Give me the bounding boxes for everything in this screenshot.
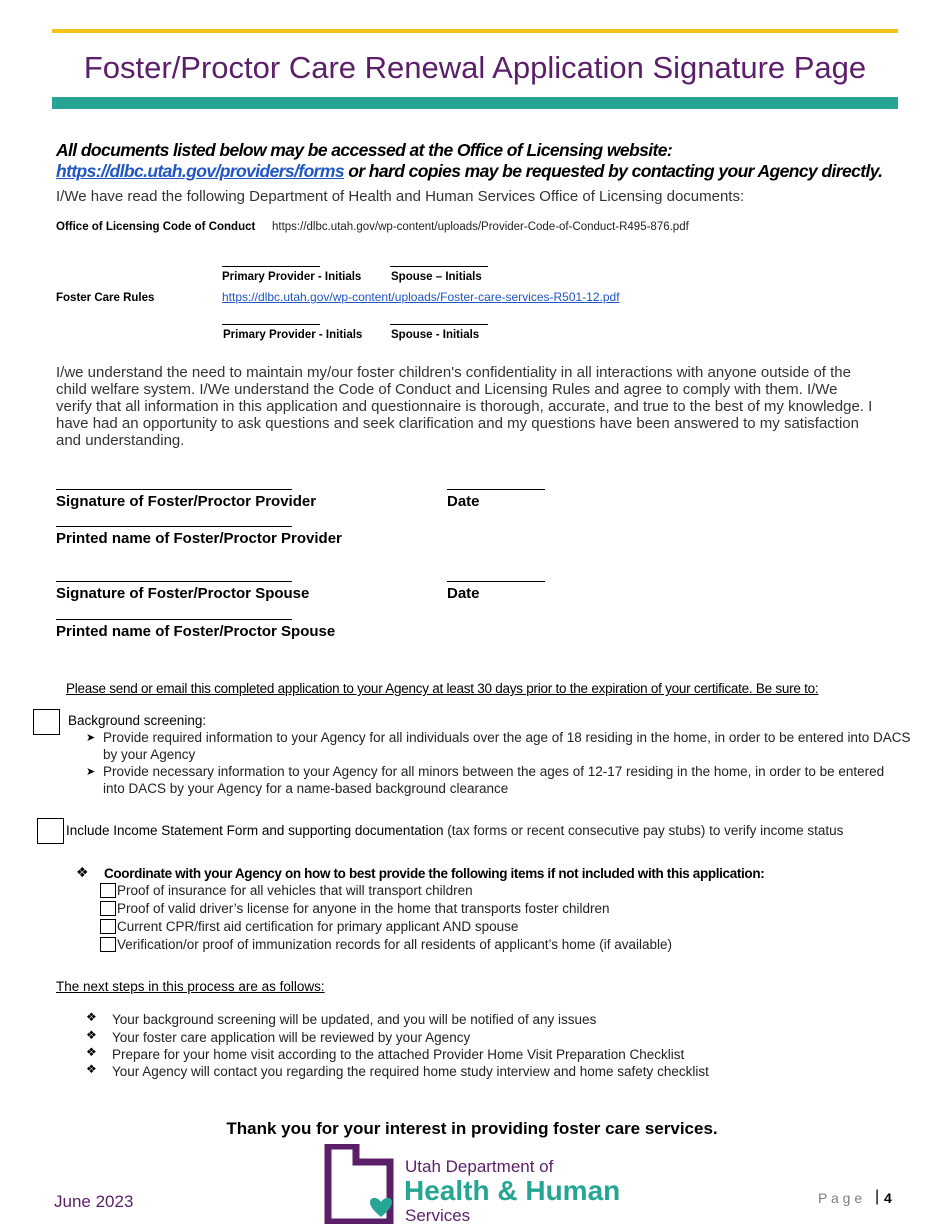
spouse-printed-name-label: Printed name of Foster/Proctor Spouse	[56, 623, 336, 640]
income-statement-text	[66, 823, 843, 838]
spouse-printed-name-line[interactable]	[56, 619, 292, 620]
diamond-bullet-icon: ❖	[86, 1010, 97, 1024]
coordinate-item: Current CPR/first aid certification for primary applicant AND spouse	[117, 919, 519, 934]
logo-line-1: Utah Department of	[405, 1157, 554, 1176]
intro-text	[56, 140, 886, 182]
income-statement-detail: (tax forms or recent consecutive pay stubs) to verify income status	[443, 823, 844, 838]
background-screening-checkbox[interactable]	[33, 709, 60, 735]
foster-care-rules-label: Foster Care Rules	[56, 292, 155, 304]
date-label-1: Date	[447, 493, 480, 510]
license-checkbox[interactable]	[100, 901, 116, 916]
arrow-bullet-icon: ➤	[86, 732, 96, 744]
arrow-bullet-icon: ➤	[86, 766, 96, 778]
provider-printed-name-line[interactable]	[56, 526, 292, 527]
date-line-1[interactable]	[447, 489, 545, 490]
coordinate-item: Proof of insurance for all vehicles that will transport children	[117, 883, 473, 898]
page-title: Foster/Proctor Care Renewal Application Signature Page	[83, 50, 867, 85]
background-item: Provide required information to your Agency for all individuals over the age of 18 residing in the home, in order to be entered into DACS by your Agency	[103, 730, 911, 762]
code-of-conduct-url: https://dlbc.utah.gov/wp-content/uploads/Provider-Code-of-Conduct-R495-876.pdf	[272, 221, 689, 233]
coordinate-label: Coordinate with your Agency on how to best provide the following items if not included with this application:	[104, 866, 765, 881]
intro-text-before: All documents listed below may be accessed at the Office of Licensing website:	[56, 140, 673, 160]
logo-line-3: Services	[405, 1206, 471, 1225]
spouse-initials-line-2[interactable]	[390, 324, 488, 325]
forms-link[interactable]: https://dlbc.utah.gov/providers/forms	[56, 161, 344, 181]
utah-state-logo	[324, 1144, 394, 1224]
background-screening-label: Background screening:	[68, 713, 207, 728]
next-step-item: Your background screening will be updated, and you will be notified of any issues	[112, 1012, 597, 1027]
date-label-2: Date	[447, 585, 480, 602]
diamond-bullet-icon: ❖	[76, 864, 89, 880]
next-step-item: Your foster care application will be reviewed by your Agency	[112, 1030, 471, 1045]
spouse-initials-label-1: Spouse – Initials	[391, 271, 482, 283]
next-step-item: Your Agency will contact you regarding the required home study interview and home safety checklist	[112, 1064, 709, 1079]
insurance-checkbox[interactable]	[100, 883, 116, 898]
code-of-conduct-label: Office of Licensing Code of Conduct	[56, 221, 256, 233]
diamond-bullet-icon: ❖	[86, 1028, 97, 1042]
page-label: P a g e	[818, 1190, 863, 1206]
header-bottom-bar	[52, 97, 898, 109]
thank-you-message: Thank you for your interest in providing foster care services.	[226, 1119, 718, 1138]
diamond-bullet-icon: ❖	[86, 1045, 97, 1059]
send-notice: Please send or email this completed application to your Agency at least 30 days prior to the expiration of your certificate. Be sure to:	[66, 681, 819, 696]
foster-care-rules-link[interactable]: https://dlbc.utah.gov/wp-content/uploads/Foster-care-services-R501-12.pdf	[222, 290, 620, 304]
next-steps-heading: The next steps in this process are as follows:	[56, 979, 325, 994]
date-line-2[interactable]	[447, 581, 545, 582]
spouse-initials-label-2: Spouse - Initials	[391, 329, 480, 341]
primary-initials-label-1: Primary Provider - Initials	[222, 271, 362, 283]
read-statement: I/We have read the following Department of Health and Human Services Office of Licensing documents:	[56, 188, 745, 205]
agreement-paragraph: I/we understand the need to maintain my/our foster children's confidentiality in all interactions with anyone outside of the child welfare system. I/We understand the Code of Conduct and Licensing Rules and agree to comply with them. I/We verify that all information in this application and questionnaire is thorough, accurate, and true to the best of my knowledge. I have had an opportunity to ask questions and seek clarification and my questions have been answered to my satisfaction and understanding.	[56, 364, 873, 449]
diamond-bullet-icon: ❖	[86, 1062, 97, 1076]
intro-text-after: or hard copies may be requested by contacting your Agency directly.	[343, 161, 883, 181]
primary-initials-line-2[interactable]	[222, 324, 320, 325]
coordinate-item: Verification/or proof of immunization records for all residents of applicant’s home (if available)	[117, 937, 673, 952]
immunization-checkbox[interactable]	[100, 937, 116, 952]
spouse-signature-line[interactable]	[56, 581, 292, 582]
background-item: Provide necessary information to your Agency for all minors between the ages of 12-17 residing in the home, in order to be entered into DACS by your Agency for a name-based background clearance	[103, 764, 885, 796]
footer-date: June 2023	[54, 1192, 134, 1211]
primary-initials-line-1[interactable]	[222, 266, 320, 267]
cpr-checkbox[interactable]	[100, 919, 116, 934]
spouse-signature-label: Signature of Foster/Proctor Spouse	[56, 585, 310, 602]
coordinate-item: Proof of valid driver’s license for anyone in the home that transports foster children	[117, 901, 610, 916]
logo-line-2: Health & Human	[404, 1175, 621, 1206]
primary-initials-label-2: Primary Provider - Initials	[223, 329, 363, 341]
page-number: 4	[884, 1190, 892, 1206]
income-statement-checkbox[interactable]	[37, 818, 64, 844]
spouse-initials-line-1[interactable]	[390, 266, 488, 267]
next-step-item: Prepare for your home visit according to the attached Provider Home Visit Preparation Checklist	[112, 1047, 685, 1062]
header-top-bar	[52, 29, 898, 33]
provider-signature-line[interactable]	[56, 489, 292, 490]
provider-signature-label: Signature of Foster/Proctor Provider	[56, 493, 317, 510]
page-divider: |	[875, 1188, 880, 1205]
income-statement-label: Include Income Statement Form and supporting documentation	[66, 823, 444, 838]
provider-printed-name-label: Printed name of Foster/Proctor Provider	[56, 530, 342, 547]
